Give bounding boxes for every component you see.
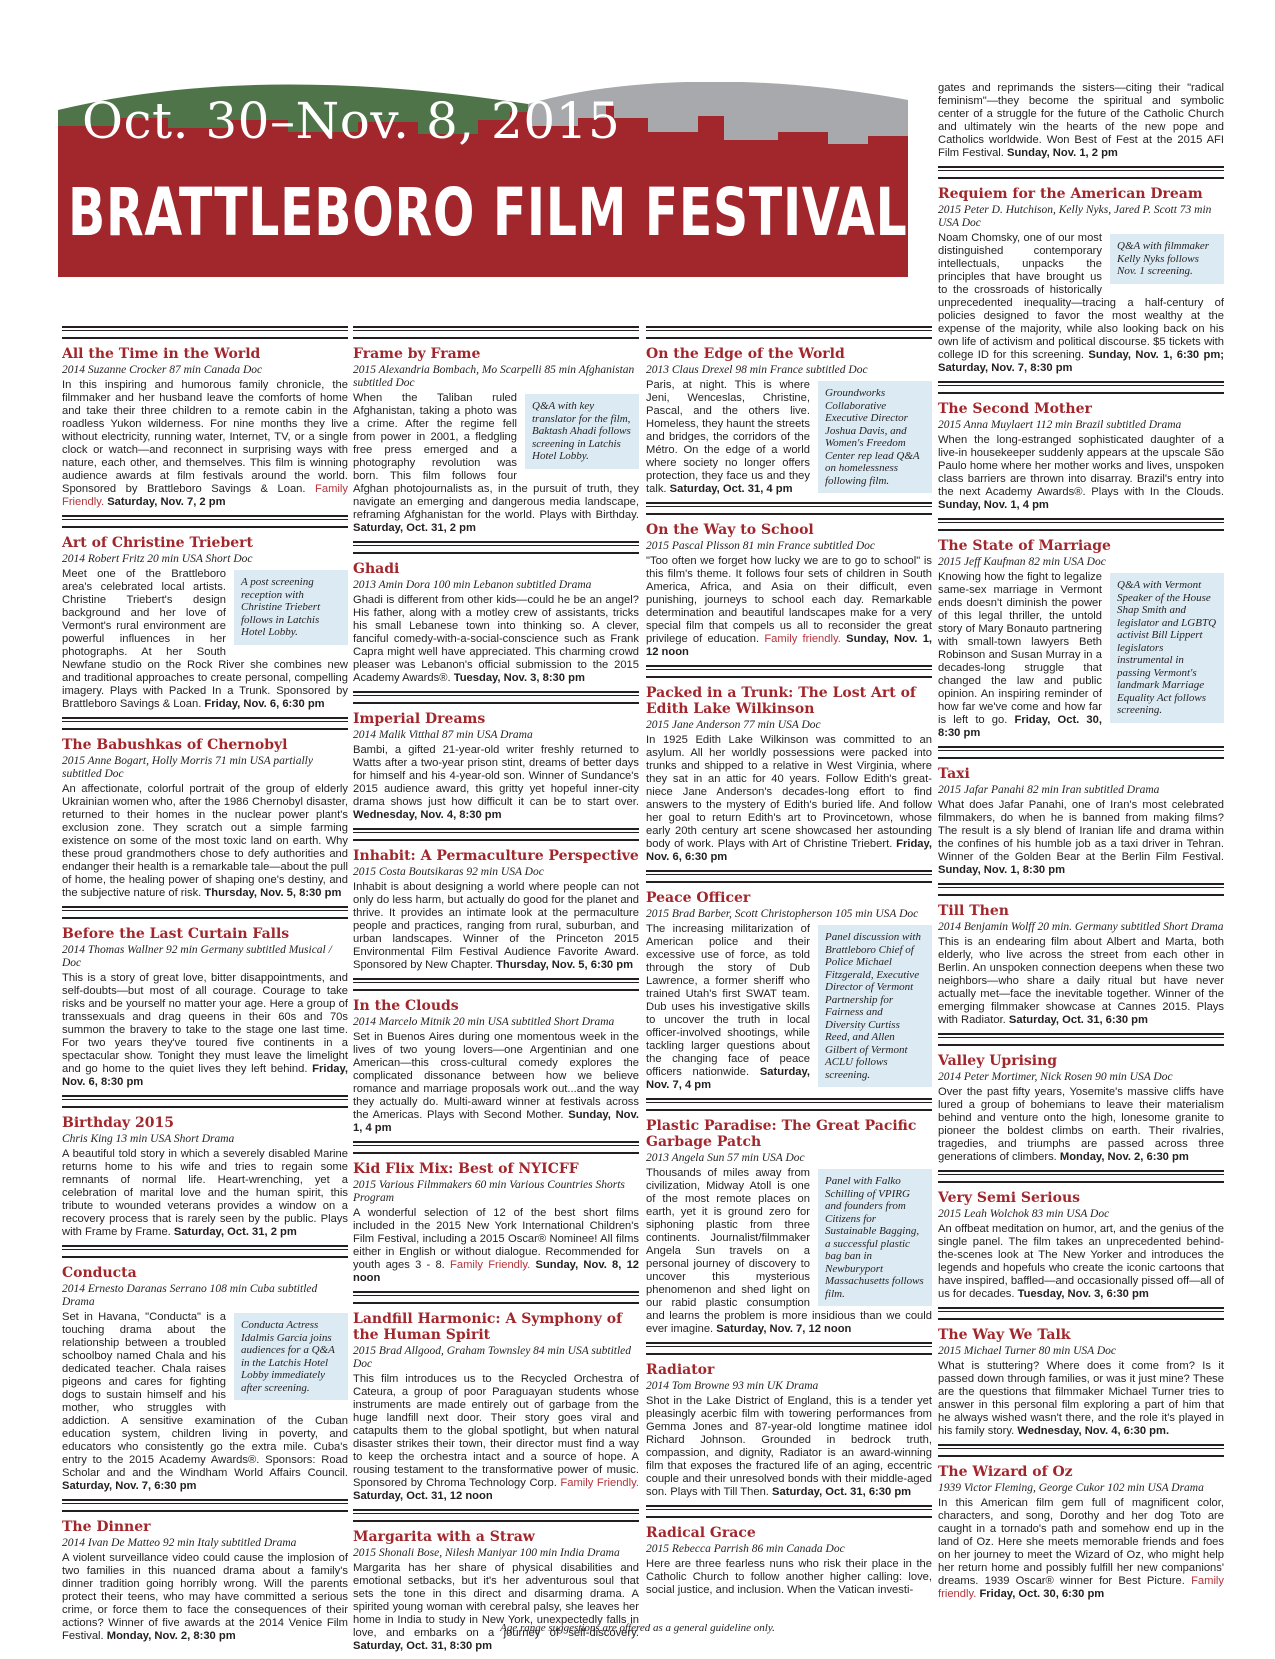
description-text: This is an endearing film about Albert and Marta, both elderly, who live across the street from each other in Berlin. An unspoken connection deepens when these two neighbors—who share a daily ritual but have never actually met—face the inevitable together. Winner of the emerging filmmaker showcase at Cannes 2015. Plays with Radiator. xyxy=(938,936,1224,1026)
film-entry xyxy=(353,828,639,972)
description-text: A beautiful told story in which a severely disabled Marine returns home to his wife and tries to regain some remnants of normal life. Heart-wrenching, yet a celebration of marital love and the human spirit, this tribute to wounded veterans provides a window on a recovery process that is rarely seen by the public. Plays with Frame by Frame. xyxy=(62,1148,348,1238)
description-text: In this inspiring and humorous family chronicle, the filmmaker and her husband leave the comforts of home and take their three children to a remote cabin in the roadless Yukon wilderness. For nine months they live without electricity, running water, Internet, TV, or a single clock or watch—and reconnect in surprising ways with nature, each other, and themselves. This film is winning audience awards at film festivals around the world. Sponsored by Brattleboro Savings & Loan. xyxy=(62,379,348,495)
footer-note: Age range suggestions are offered as a general guideline only. xyxy=(500,1622,775,1634)
description-text: Paris, at night. This is where Jeni, Wenceslas, Christine, Pascal, and the others live. Homeless, they haunt the streets and bridges, the corridors of the Métro. On the edge of a world where society no longer offers protection, they face us and they talk. xyxy=(646,379,810,495)
film-entry xyxy=(938,381,1224,512)
showtime: Saturday, Oct. 31, 4 pm xyxy=(669,483,793,495)
section-divider xyxy=(353,1509,639,1522)
description-text: What is stuttering? Where does it come from? Is it passed down through families, or was it just mine? These are the questions that filmmaker Michael Turner tries to answer in this personal film exploring a part of him that he always wished wasn't there, and the role it's played in his family story. xyxy=(938,1360,1224,1437)
film-description xyxy=(938,1497,1224,1601)
showtime: Sunday, Nov. 1, 8:30 pm xyxy=(938,864,1066,876)
showtime: Sunday, Nov. 1, 4 pm xyxy=(353,1109,640,1134)
description-text: Ghadi is different from other kids—could he be an angel? His father, along with a motley crew of assistants, tricks his small Lebanese town into thinking so. A clever, fanciful comedy-with-a-social-conscience such as Frank Capra might well have appreciated. This charming crowd pleaser was Lebanon's official submission to the 2015 Academy Awards®. xyxy=(353,594,639,684)
event-callout: Q&A with key translator for the film, Baktash Ahadi follows screening in Latchis Hotel Lobby. xyxy=(525,394,639,469)
description-text: Shot in the Lake District of England, this is a tender yet pleasingly acerbic film with towering performances from Gemma Jones and 87-year-old longtime matinee idol Richard Johnson. Grounded in bedrock truth, compassion, and dignity, Radiator is an award-winning film that exposes the fractured life of an aging, eccentric couple and their unresolved bonds with their middle-aged son. Plays with Till Then. xyxy=(646,1395,932,1498)
section-divider xyxy=(938,1444,1224,1457)
film-entry xyxy=(938,1444,1224,1601)
film-credits: 2014 Thomas Wallner 92 min Germany subtitled Musical / Doc xyxy=(62,944,332,969)
film-entry xyxy=(353,978,639,1135)
showtime: Saturday, Oct. 31, 2 pm xyxy=(353,522,476,534)
film-title: On the Way to School xyxy=(646,522,814,538)
section-divider xyxy=(938,1170,1224,1183)
event-callout: Q&A with Vermont Speaker of the House Shap Smith and legislator and LGBTQ activist Bill Lippert legislators instrumental in passing Vermont's landmark Marriage Equality Act follows screening. xyxy=(1110,573,1224,723)
film-title: The Way We Talk xyxy=(938,1327,1071,1343)
film-description xyxy=(646,555,932,659)
film-credits: 2015 Various Filmmakers 60 min Various Countries Shorts Program xyxy=(353,1179,625,1204)
showtime: Sunday, Nov. 1, 4 pm xyxy=(938,499,1049,511)
description-text: Knowing how the fight to legalize same-sex marriage in Vermont ends doesn't diminish the power of this legal thriller, the untold story of Mary Bonauto partnering with small-town lawyers Beth Robinson and Susan Murray in a decades-long struggle that changed the law and public opinion. An inspiring reminder of how far we've come and how far is left to go. xyxy=(938,571,1102,726)
film-description xyxy=(353,594,639,685)
showtime: Tuesday, Nov. 3, 6:30 pm xyxy=(1017,1288,1149,1300)
film-credits: Chris King 13 min USA Short Drama xyxy=(62,1133,235,1145)
description-text: gates and reprimands the sisters—citing their "radical feminism"—they become the spiritual and symbolic center of a struggle for the future of the Catholic Church and ultimately win the hearts of the new pope and Catholics worldwide. Won Best of Fest at the 2015 AFI Film Festival. xyxy=(938,82,1224,159)
header-banner xyxy=(58,82,908,277)
film-entry xyxy=(353,691,639,822)
film-description xyxy=(353,1031,639,1135)
description-text: Inhabit is about designing a world where people can not only do less harm, but actually do good for the planet and thrive. It provides an intimate look at the permaculture people and practices, ranging from rural, suburban, and urban landscapes. Winner of the Princeton 2015 Environmental Film Festival Audience Favorite Award. Sponsored by New Chapter. xyxy=(353,881,639,971)
event-callout: Groundworks Collaborative Executive Director Joshua Davis, and Women's Freedom Center rep lead Q&A on homelessness following film. xyxy=(818,381,932,493)
festival-dates: Oct. 30–Nov. 8, 2015 xyxy=(82,92,621,150)
showtime: Saturday, Nov. 7, 6:30 pm xyxy=(62,1480,197,1492)
family-friendly-tag: Family friendly. xyxy=(764,633,841,645)
description-text: In 1925 Edith Lake Wilkinson was committed to an asylum. All her worldly possessions were packed into trunks and shipped to a relative in West Virginia, where they sat in an attic for 40 years. Follow Edith's great-niece Jane Anderson's decades-long effort to find answers to the mystery of Edith's buried life. And follow her goal to return Edith's art to Provincetown, whose early 20th century art scene showcased her astounding body of work. Plays with Art of Christine Triebert. xyxy=(646,734,932,850)
section-divider xyxy=(62,326,348,339)
showtime: Saturday, Oct. 31, 6:30 pm xyxy=(772,1486,912,1498)
film-credits: 2015 Anna Muylaert 112 min Brazil subtitled Drama xyxy=(938,419,1182,431)
film-credits: 2015 Anne Bogart, Holly Morris 71 min USA partially subtitled Doc xyxy=(62,755,313,780)
section-divider xyxy=(938,166,1224,179)
section-divider xyxy=(353,978,639,991)
showtime: Sunday, Nov. 8, 12 noon xyxy=(353,1259,640,1284)
film-title: Till Then xyxy=(938,903,1009,919)
film-entry xyxy=(646,1342,932,1499)
showtime: Friday, Nov. 6, 6:30 pm xyxy=(646,838,933,863)
film-entry xyxy=(62,515,348,711)
film-credits: 2014 Suzanne Crocker 87 min Canada Doc xyxy=(62,364,263,376)
film-credits: 2014 Robert Fritz 20 min USA Short Doc xyxy=(62,553,253,565)
section-divider xyxy=(62,906,348,919)
description-text: The increasing militarization of American police and their excessive use of force, as told through the story of Dub Lawrence, a former sheriff who trained Utah's first SWAT team. Dub uses his investigative skills to uncover the truth in local officer-involved shootings, while tackling larger questions about the changing face of peace officers nationwide. xyxy=(646,923,810,1078)
section-divider xyxy=(353,326,639,339)
film-title: The Wizard of Oz xyxy=(938,1464,1073,1480)
description-text: A wonderful selection of 12 of the best short films included in the 2015 New York International Children's Film Festival, including a 2015 Oscar® Nominee! All films either in English or without dialogue. Recommended for youth ages 3 - 8. xyxy=(353,1207,639,1271)
film-entry xyxy=(353,1141,639,1285)
film-title: Packed in a Trunk: The Lost Art of Edith Lake Wilkinson xyxy=(646,685,916,717)
description-text: This film introduces us to the Recycled Orchestra of Cateura, a group of poor Paraguayan students whose instruments are made entirely out of garbage from the huge landfill next door. Their story goes viral and catapults them to the global spotlight, but when natural disaster strikes their town, their director must find a way to keep the orchestra intact and a source of hope. A rousing testament to the transformative power of music. Sponsored by Chroma Technology Corp. xyxy=(353,1373,639,1489)
showtime: Friday, Oct. 30, 6:30 pm xyxy=(979,1588,1105,1600)
description-text: Here are three fearless nuns who risk their place in the Catholic Church to follow another higher calling: love, social justice, and inclusion. When the Vatican investi- xyxy=(646,1558,932,1596)
film-description xyxy=(646,1558,932,1597)
film-credits: 2015 Jane Anderson 77 min USA Doc xyxy=(646,719,821,731)
film-title: The Second Mother xyxy=(938,401,1092,417)
film-entry xyxy=(938,883,1224,1027)
film-title: Very Semi Serious xyxy=(938,1190,1081,1206)
section-divider xyxy=(353,1141,639,1154)
section-divider xyxy=(62,515,348,528)
film-credits: 2015 Pascal Plisson 81 min France subtitled Doc xyxy=(646,540,876,552)
description-text: Margarita has her share of physical disabilities and emotional setbacks, but it's her adventurous soul that sets the tone in this direct and disarming drama. A spirited young woman with cerebral palsy, she leaves her home in India to study in New York, unexpectedly falls in love, and embarks on a journey of self-discovery. xyxy=(353,1562,639,1639)
film-entry xyxy=(938,1307,1224,1438)
film-title: Valley Uprising xyxy=(938,1053,1058,1069)
showtime: Sunday, Nov. 1, 2 pm xyxy=(1007,147,1118,159)
film-entry xyxy=(353,326,639,535)
film-title: Ghadi xyxy=(353,561,400,577)
film-description xyxy=(938,936,1224,1027)
section-divider xyxy=(646,326,932,339)
film-description xyxy=(646,1167,932,1336)
film-description xyxy=(938,434,1224,512)
film-credits: 2015 Alexandria Bombach, Mo Scarpelli 85 min Afghanistan subtitled Doc xyxy=(353,364,635,389)
section-divider xyxy=(353,541,639,554)
film-credits: 1939 Victor Fleming, George Cukor 102 min USA Drama xyxy=(938,1482,1204,1494)
film-description xyxy=(353,1373,639,1503)
film-title: Birthday 2015 xyxy=(62,1115,175,1131)
film-credits: 2014 Tom Browne 93 min UK Drama xyxy=(646,1380,819,1392)
film-credits: 2015 Jeff Kaufman 82 min USA Doc xyxy=(938,556,1106,568)
film-title: Frame by Frame xyxy=(353,346,481,362)
film-entry xyxy=(62,906,348,1089)
film-description xyxy=(646,923,932,1092)
showtime: Sunday, Nov. 1, 12 noon xyxy=(646,633,933,658)
film-description xyxy=(938,1086,1224,1164)
film-entry xyxy=(938,746,1224,877)
film-title: Plastic Paradise: The Great Pacific Garbage Patch xyxy=(646,1118,917,1150)
column-4 xyxy=(938,82,1224,1607)
film-description xyxy=(938,232,1224,375)
film-description xyxy=(938,1223,1224,1301)
film-description xyxy=(938,82,1224,160)
film-title: Before the Last Curtain Falls xyxy=(62,926,290,942)
film-entry xyxy=(646,870,932,1092)
film-credits: 2015 Peter D. Hutchison, Kelly Nyks, Jared P. Scott 73 min USA Doc xyxy=(938,204,1212,229)
showtime: Sunday, Nov. 1, 6:30 pm; Saturday, Nov. 7, 8:30 pm xyxy=(938,349,1224,374)
showtime: Wednesday, Nov. 4, 6:30 pm. xyxy=(1017,1425,1170,1437)
film-description xyxy=(62,783,348,900)
family-friendly-tag: Family Friendly. xyxy=(62,483,348,508)
film-credits: 2014 Ivan De Matteo 92 min Italy subtitled Drama xyxy=(62,1537,297,1549)
family-friendly-tag: Family friendly. xyxy=(938,1575,1225,1600)
film-title: The State of Marriage xyxy=(938,538,1111,554)
section-divider xyxy=(646,1342,932,1355)
section-divider xyxy=(353,828,639,841)
film-entry xyxy=(62,717,348,900)
showtime: Monday, Nov. 2, 6:30 pm xyxy=(1059,1151,1189,1163)
showtime: Thursday, Nov. 5, 6:30 pm xyxy=(496,959,634,971)
family-friendly-tag: Family Friendly. xyxy=(560,1477,639,1489)
column-1 xyxy=(62,322,348,1649)
film-entry xyxy=(646,502,932,659)
film-entry xyxy=(938,166,1224,375)
film-title: On the Edge of the World xyxy=(646,346,845,362)
event-callout: Conducta Actress Idalmis Garcia joins audiences for a Q&A in the Latchis Hotel Lobby immediately after screening. xyxy=(234,1313,348,1400)
description-text: Meet one of the Brattleboro area's celebrated local artists. Christine Triebert's design background and her love of Vermont's rural environment are powerful influences in her photographs. At her South Newfane studio on the Rock River she combines new and traditional approaches to create personal, compelling imagery. Plays with Packed In a Trunk. Sponsored by Brattleboro Savings & Loan. xyxy=(62,568,348,710)
film-credits: 2015 Shonali Bose, Nilesh Maniyar 100 min India Drama xyxy=(353,1547,620,1559)
film-entry xyxy=(938,518,1224,740)
film-title: Peace Officer xyxy=(646,890,751,906)
description-text: Thousands of miles away from civilization, Midway Atoll is one of the most remote places on earth, yet it is ground zero for siphoning plastic from three continents. Journalist/filmmaker Angela Sun travels on a personal journey of discovery to uncover this mysterious phenomenon and shed light on our rabid plastic consumption and learns the problem is more insidious than we could ever imagine. xyxy=(646,1167,932,1335)
film-credits: 2013 Angela Sun 57 min USA Doc xyxy=(646,1152,805,1164)
film-entry xyxy=(62,1095,348,1239)
film-title: Landfill Harmonic: A Symphony of the Human Spirit xyxy=(353,1311,623,1343)
film-credits: 2015 Rebecca Parrish 86 min Canada Doc xyxy=(646,1543,845,1555)
section-divider xyxy=(938,746,1224,759)
showtime: Friday, Nov. 6, 6:30 pm xyxy=(204,698,325,710)
section-divider xyxy=(62,1499,348,1512)
section-divider xyxy=(938,518,1224,531)
event-callout: A post screening reception with Christine Triebert follows in Latchis Hotel Lobby. xyxy=(234,570,348,645)
film-credits: 2015 Costa Boutsikaras 92 min USA Doc xyxy=(353,866,544,878)
section-divider xyxy=(353,1291,639,1304)
showtime: Saturday, Nov. 7, 12 noon xyxy=(716,1323,852,1335)
film-credits: 2014 Malik Vitthal 87 min USA Drama xyxy=(353,729,533,741)
film-title: Inhabit: A Permaculture Perspective xyxy=(353,848,639,864)
description-text: Over the past fifty years, Yosemite's massive cliffs have lured a group of bohemians to leave their materialism behind and venture onto the high, lonesome granite to pioneer the boldest climbs on earth. Their rivalries, tragedies, and triumphs are passed across three generations of climbers. xyxy=(938,1086,1224,1163)
film-description xyxy=(62,379,348,509)
film-entry xyxy=(646,665,932,864)
film-description xyxy=(62,568,348,711)
film-credits: 2014 Marcelo Mitnik 20 min USA subtitled Short Drama xyxy=(353,1016,615,1028)
description-text: "Too often we forget how lucky we are to go to school" is this film's theme. It follows four sets of children in South America, Africa, and Asia on their difficult, even punishing, journeys to school each day. Remarkable determination and beautiful landscapes make for a very special film that compels us all to reconsider the great privilege of education. xyxy=(646,555,932,645)
film-description xyxy=(353,392,639,535)
section-divider xyxy=(646,1098,932,1111)
event-callout: Panel discussion with Brattleboro Chief of Police Michael Fitzgerald, Executive Director of Vermont Partnership for Fairness and Diversity Curtiss Reed, and Allen Gilbert of Vermont ACLU follows screening. xyxy=(818,925,932,1087)
film-entry xyxy=(62,326,348,509)
description-text: In this American film gem full of magnificent color, characters, and song, Dorothy and her dog Toto are caught in a tornado's path and somehow end up in the land of Oz. Here she meets memorable friends and foes on her journey to meet the Wizard of Oz, who might help her return home and possibly fulfill her new companions' dreams. 1939 Oscar® winner for Best Picture. xyxy=(938,1497,1224,1587)
showtime: Friday, Nov. 6, 8:30 pm xyxy=(62,1063,349,1088)
showtime: Saturday, Nov. 7, 2 pm xyxy=(107,496,226,508)
showtime: Tuesday, Nov. 3, 8:30 pm xyxy=(453,672,585,684)
film-entry xyxy=(938,1170,1224,1301)
film-credits: 2015 Brad Allgood, Graham Townsley 84 min USA subtitled Doc xyxy=(353,1345,632,1370)
section-divider xyxy=(646,870,932,883)
showtime: Saturday, Nov. 7, 4 pm xyxy=(646,1066,810,1091)
section-divider xyxy=(646,1505,932,1518)
film-entry xyxy=(938,1033,1224,1164)
film-credits: 2013 Amin Dora 100 min Lebanon subtitled Drama xyxy=(353,579,592,591)
film-title: All the Time in the World xyxy=(62,346,261,362)
film-credits: 2014 Benjamin Wolff 20 min. Germany subtitled Short Drama xyxy=(938,921,1224,933)
showtime: Saturday, Oct. 31, 8:30 pm xyxy=(353,1640,493,1652)
section-divider xyxy=(938,381,1224,394)
film-credits: 2014 Ernesto Daranas Serrano 108 min Cuba subtitled Drama xyxy=(62,1283,318,1308)
showtime: Friday, Oct. 30, 8:30 pm xyxy=(938,714,1102,739)
event-callout: Panel with Falko Schilling of VPIRG and founders from Citizens for Sustainable Bagging, a successful plastic bag ban in Newburyport Massachusetts follows film. xyxy=(818,1169,932,1306)
film-description xyxy=(646,734,932,864)
film-description xyxy=(353,1562,639,1653)
family-friendly-tag: Family Friendly. xyxy=(450,1259,531,1271)
section-divider xyxy=(938,1307,1224,1320)
section-divider xyxy=(646,665,932,678)
film-title: The Babushkas of Chernobyl xyxy=(62,737,288,753)
showtime: Saturday, Oct. 31, 6:30 pm xyxy=(1008,1014,1148,1026)
film-title: Taxi xyxy=(938,766,970,782)
film-credits: 2013 Claus Drexel 98 min France subtitled Doc xyxy=(646,364,868,376)
film-entry xyxy=(646,1505,932,1597)
festival-title: BRATTLEBORO FILM FESTIVAL xyxy=(68,174,908,251)
film-description xyxy=(938,571,1224,740)
film-title: Requiem for the American Dream xyxy=(938,186,1203,202)
column-3 xyxy=(646,322,932,1603)
film-credits: 2014 Peter Mortimer, Nick Rosen 90 min USA Doc xyxy=(938,1071,1173,1083)
film-description xyxy=(353,1207,639,1285)
showtime: Monday, Nov. 2, 8:30 pm xyxy=(106,1630,236,1642)
description-text: Set in Buenos Aires during one momentous week in the lives of two young lovers—one Argentinian and one American—this cross-cultural comedy explores the complicated dissonance between how we believe romance and marriage proposals work out...and the way they actually do. Multi-award winner at festivals across the Americas. Plays with Second Mother. xyxy=(353,1031,639,1121)
film-title: Margarita with a Straw xyxy=(353,1529,535,1545)
description-text: When the long-estranged sophisticated daughter of a live-in housekeeper suddenly appears at the upscale São Paulo home where her mother works and lives, unspoken class barriers are thrown into disarray. Brazil's entry into the next Academy Awards®. Plays with In the Clouds. xyxy=(938,434,1224,498)
section-divider xyxy=(646,502,932,515)
film-entry xyxy=(938,82,1224,160)
showtime: Saturday, Oct. 31, 12 noon xyxy=(353,1490,493,1502)
description-text: When the Taliban ruled Afghanistan, taking a photo was a crime. After the regime fell from power in 2001, a fledgling free press emerged and a photography revolution was born. This film follows four Afghan photojournalists as, in the pursuit of truth, they navigate an emerging and dangerous media landscape, reframing Afghanistan for the world. Plays with Birthday. xyxy=(353,392,639,521)
description-text: An offbeat meditation on humor, art, and the genius of the single panel. The film takes an unprecedented behind-the-scenes look at The New Yorker and introduces the legends and hopefuls who create the iconic cartoons that have inspired, baffled—and occasionally pissed off—all of us for decades. xyxy=(938,1223,1224,1300)
film-title: Kid Flix Mix: Best of NYICFF xyxy=(353,1161,579,1177)
film-title: Conducta xyxy=(62,1265,137,1281)
film-description xyxy=(62,972,348,1089)
showtime: Saturday, Oct. 31, 2 pm xyxy=(173,1226,297,1238)
film-credits: 2015 Jafar Panahi 82 min Iran subtitled Drama xyxy=(938,784,1160,796)
showtime: Thursday, Nov. 5, 8:30 pm xyxy=(204,887,342,899)
film-description xyxy=(62,1311,348,1493)
description-text: This is a story of great love, bitter disappointments, and self-doubts—but most of all courage. Courage to take risks and be yourself no matter your age. Here a group of transsexuals and drag queens in their 60s and 70s summon the bravery to take to the stage one last time. For two years they've toured five continents in a spectacular show. Tonight they must leave the limelight and go home to the quiet lives they left behind. xyxy=(62,972,348,1075)
description-text: What does Jafar Panahi, one of Iran's most celebrated filmmakers, do when he is banned from making films? The result is a sly blend of Iranian life and drama within the confines of his humble job as a taxi driver in Tehran. Winner of the Golden Bear at the Berlin Film Festival. xyxy=(938,799,1224,863)
film-title: Art of Christine Triebert xyxy=(62,535,253,551)
film-credits: 2015 Brad Barber, Scott Christopherson 105 min USA Doc xyxy=(646,908,919,920)
film-title: The Dinner xyxy=(62,1519,151,1535)
description-text: Set in Havana, "Conducta" is a touching drama about the relationship between a troubled schoolboy named Chala and his dedicated teacher. Chala raises pigeons and cares for fighting dogs to sustain himself and his mother, who struggles with addiction. A sensitive examination of the Cuban education system, children living in poverty, and educators who consistently go the extra mile. Cuba's entry to the 2015 Academy Awards®. Sponsors: Road Scholar and and the Windham World Affairs Council. xyxy=(62,1311,348,1479)
film-description xyxy=(938,1360,1224,1438)
section-divider xyxy=(62,1095,348,1108)
section-divider xyxy=(62,1245,348,1258)
film-entry xyxy=(646,326,932,496)
section-divider xyxy=(62,717,348,730)
section-divider xyxy=(938,1033,1224,1046)
film-title: Imperial Dreams xyxy=(353,711,486,727)
film-entry xyxy=(353,541,639,685)
film-description xyxy=(646,1395,932,1499)
film-description xyxy=(353,744,639,822)
film-credits: 2015 Leah Wolchok 83 min USA Doc xyxy=(938,1208,1110,1220)
description-text: A violent surveillance video could cause the implosion of two families in this nuanced drama about a family's dinner tradition going horribly wrong. Will the parents protect their teens, who may have committed a serious crime, or force them to face the consequences of their actions? Winner of five awards at the 2014 Venice Film Festival. xyxy=(62,1552,348,1642)
description-text: An affectionate, colorful portrait of the group of elderly Ukrainian women who, after the 1986 Chernobyl disaster, returned to their homes in the nuclear power plant's exclusion zone. They scratch out a simple farming existence on some of the most toxic land on earth. Why these proud grandmothers chose to defy authorities and endanger their health is a remarkable tale—about the pull of home, the healing power of shaping one's destiny, and the subjective nature of risk. xyxy=(62,783,348,899)
event-callout: Q&A with filmmaker Kelly Nyks follows Nov. 1 screening. xyxy=(1110,234,1224,284)
film-entry xyxy=(353,1291,639,1503)
showtime: Wednesday, Nov. 4, 8:30 pm xyxy=(353,809,502,821)
description-text: Bambi, a gifted 21-year-old writer freshly returned to Watts after a two-year prison stint, dreams of better days for himself and his 4-year-old son. Winner of Sundance's 2015 audience award, this gritty yet hopeful inner-city drama shows just how difficult it can be to start over. xyxy=(353,744,639,808)
film-title: Radical Grace xyxy=(646,1525,756,1541)
film-description xyxy=(938,799,1224,877)
film-title: In the Clouds xyxy=(353,998,459,1014)
section-divider xyxy=(353,691,639,704)
film-entry xyxy=(62,1245,348,1493)
film-entry xyxy=(646,1098,932,1336)
description-text: Noam Chomsky, one of our most distinguished contemporary intellectuals, unpacks the principles that have brought us to the crossroads of historically unprecedented inequality—tracing a half-century of policies designed to favor the most wealthy at the expense of the majority, while also looking back on his own life of activism and political discourse. $5 tickets with college ID for this screening. xyxy=(938,232,1224,361)
film-description xyxy=(353,881,639,972)
film-description xyxy=(646,379,932,496)
film-title: Radiator xyxy=(646,1362,715,1378)
section-divider xyxy=(938,883,1224,896)
film-credits: 2015 Michael Turner 80 min USA Doc xyxy=(938,1345,1117,1357)
column-2 xyxy=(353,322,639,1659)
film-description xyxy=(62,1148,348,1239)
